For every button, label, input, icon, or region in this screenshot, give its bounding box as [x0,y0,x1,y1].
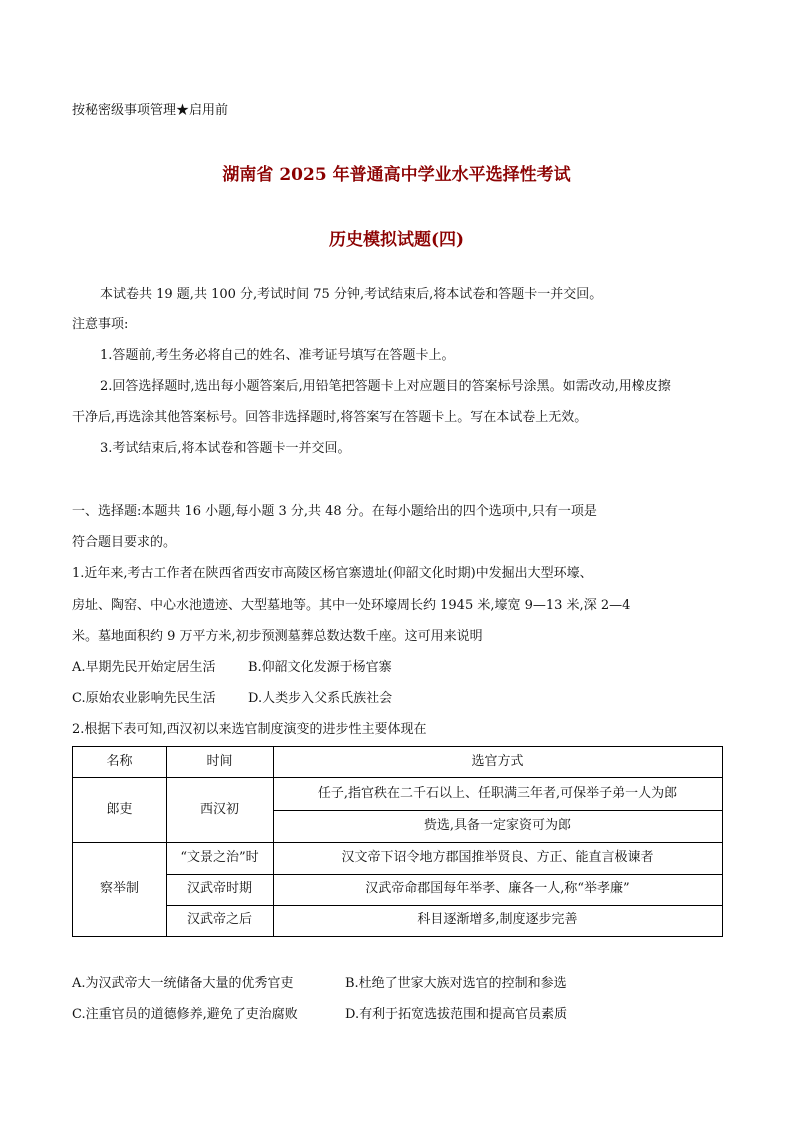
q1-option-c: C.原始农业影响先民生活 [72,691,216,706]
q1-option-d: D.人类步入父系氏族社会 [248,691,393,706]
table-divider [73,842,722,843]
notice-item-1: 1.答题前,考生务必将自己的姓名、准考证号填写在答题卡上。 [100,348,455,363]
q2-option-d: D.有利于拓宽选拔范围和提高官员素质 [345,1007,568,1022]
table-header-time: 时间 [206,754,233,769]
table-cell-group2-time2: 汉武帝时期 [186,881,252,896]
q2-option-c: C.注重官员的道德修养,避免了吏治腐败 [72,1007,298,1022]
table-cell-group2-time3: 汉武帝之后 [186,912,252,927]
notice-item-3: 3.考试结束后,将本试卷和答题卡一并交回。 [100,441,351,456]
q2-option-a: A.为汉武帝大一统储备大量的优秀官吏 [72,976,294,991]
q1-stem-line2: 房址、陶窑、中心水池遗迹、大型墓地等。其中一处环壕周长约 1945 米,壕宽 9—13 米,深 2—4 [72,598,631,613]
secrecy-label: 按秘密级事项管理★启用前 [72,103,229,118]
table-cell-group2-method2: 汉武帝命郡国每年举孝、廉各一人,称“举孝廉” [365,881,630,896]
section-heading-line1: 一、选择题:本题共 16 小题,每小题 3 分,共 48 分。在每小题给出的四个选项中,只有一项是 [72,504,597,519]
table-cell-group1-time: 西汉初 [199,802,239,817]
table-cell-group2-method3: 科目逐渐增多,制度逐步完善 [417,912,578,927]
exam-title: 湖南省 2025 年普通高中学业水平选择性考试 [222,165,571,185]
q2-option-b: B.杜绝了世家大族对选官的控制和参选 [345,976,567,991]
notice-item-2-line2: 干净后,再选涂其他答案标号。回答非选择题时,将答案写在答题卡上。写在本试卷上无效。 [72,410,588,425]
table-header-method: 选官方式 [471,754,524,769]
table-header-name: 名称 [106,754,133,769]
q1-option-b: B.仰韶文化发源于杨官寨 [248,660,392,675]
table-cell-group2-name: 察举制 [99,881,139,896]
notice-label: 注意事项: [72,317,129,332]
exam-subtitle: 历史模拟试题(四) [328,230,465,250]
table-divider [166,905,722,906]
table-divider [166,874,722,875]
table-cell-group1-method1: 任子,指官秩在二千石以上、任职满三年者,可保举子弟一人为郎 [317,786,678,801]
q2-stem: 2.根据下表可知,西汉初以来选官制度演变的进步性主要体现在 [72,722,427,737]
q1-option-a: A.早期先民开始定居生活 [72,660,216,675]
table-divider [273,810,722,811]
table-cell-group1-name: 郎吏 [106,802,133,817]
q1-stem-line3: 米。墓地面积约 9 万平方米,初步预测墓葬总数达数千座。这可用来说明 [72,629,483,644]
section-heading-line2: 符合题目要求的。 [72,535,177,550]
selection-system-table [72,746,723,937]
table-divider [73,777,722,778]
notice-item-2-line1: 2.回答选择题时,选出每小题答案后,用铅笔把答题卡上对应题目的答案标号涂黑。如需改动,用橡皮擦 [100,379,671,394]
table-cell-group2-time1: “文景之治”时 [180,850,259,865]
table-cell-group2-method1: 汉文帝下诏令地方郡国推举贤良、方正、能直言极谏者 [341,850,654,865]
table-cell-group1-method2: 赀选,具备一定家资可为郎 [423,818,572,833]
instructions-intro: 本试卷共 19 题,共 100 分,考试时间 75 分钟,考试结束后,将本试卷和答题卡一并交回。 [100,287,603,302]
q1-stem-line1: 1.近年来,考古工作者在陕西省西安市高陵区杨官寨遗址(仰韶文化时期)中发掘出大型环壕、 [72,566,593,581]
